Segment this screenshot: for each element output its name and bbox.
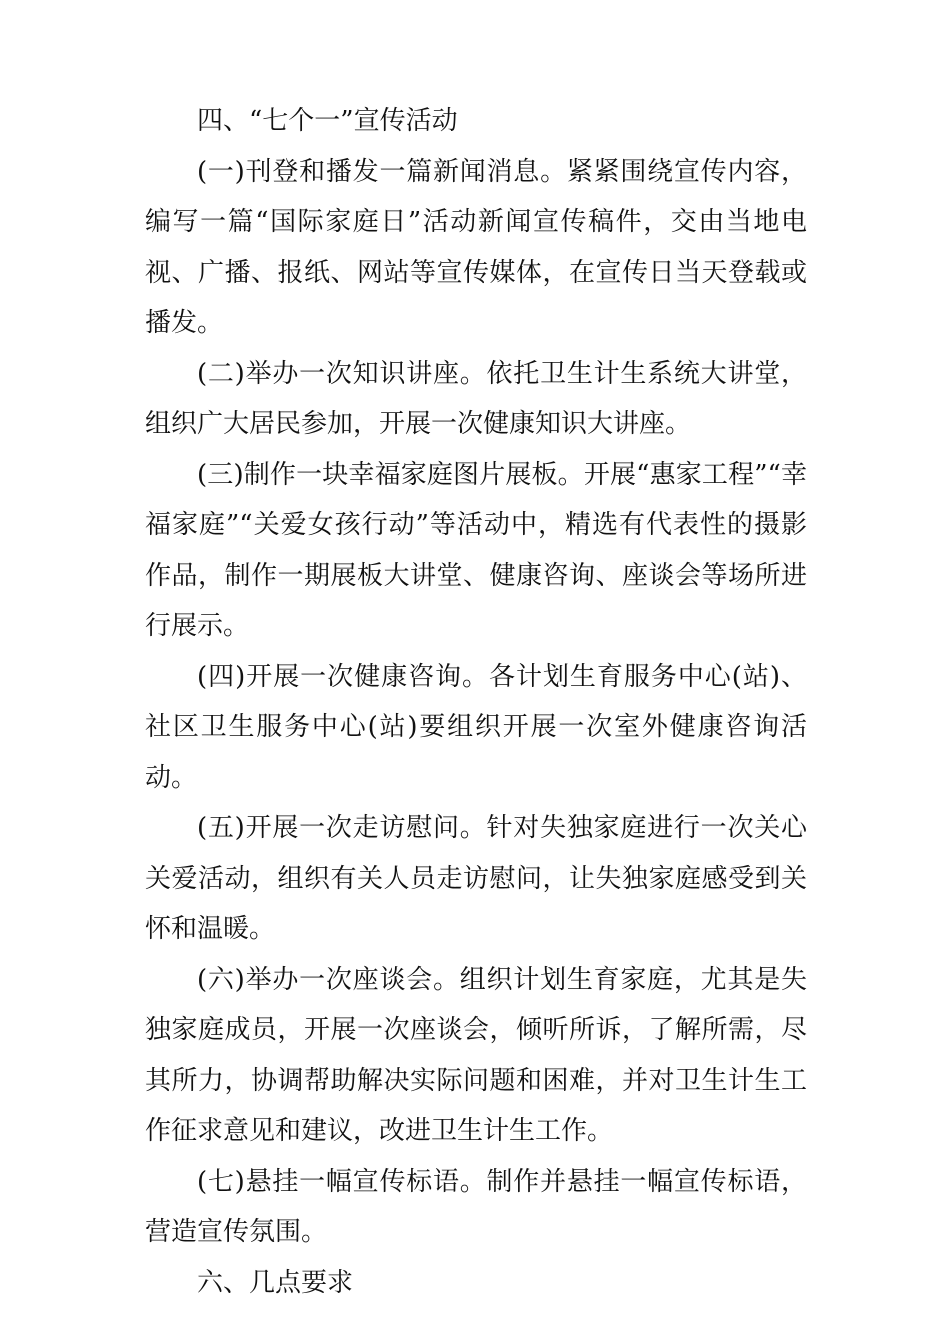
- paragraph-item-2: (二)举办一次知识讲座。依托卫生计生系统大讲堂，组织广大居民参加，开展一次健康知识大讲座。: [145, 358, 807, 439]
- paragraph-item-7: (七)悬挂一幅宣传标语。制作并悬挂一幅宣传标语，营造宣传氛围。: [145, 1166, 807, 1247]
- paragraph-item-5: (五)开展一次走访慰问。针对失独家庭进行一次关心关爱活动，组织有关人员走访慰问，让失独家庭感受到关怀和温暖。: [145, 813, 807, 944]
- paragraph-item-1: (一)刊登和播发一篇新闻消息。紧紧围绕宣传内容，编写一篇“国际家庭日”活动新闻宣传稿件，交由当地电视、广播、报纸、网站等宣传媒体，在宣传日当天登载或播发。: [145, 156, 807, 338]
- paragraph-item-4: (四)开展一次健康咨询。各计划生育服务中心(站)、社区卫生服务中心(站)要组织开展一次室外健康咨询活动。: [145, 661, 807, 793]
- paragraph-item-6: (六)举办一次座谈会。组织计划生育家庭，尤其是失独家庭成员，开展一次座谈会，倾听所诉，了解所需，尽其所力，协调帮助解决实际问题和困难，并对卫生计生工作征求意见和建议，改进卫生计生工作。: [145, 964, 807, 1146]
- section-heading-six: 六、几点要求: [197, 1267, 354, 1298]
- paragraph-item-3: (三)制作一块幸福家庭图片展板。开展“惠家工程”“幸福家庭”“关爱女孩行动”等活动中，精选有代表性的摄影作品，制作一期展板大讲堂、健康咨询、座谈会等场所进行展示。: [145, 459, 807, 641]
- document-body: [145, 96, 807, 1308]
- section-heading-four: 四、“七个一”宣传活动: [197, 106, 458, 136]
